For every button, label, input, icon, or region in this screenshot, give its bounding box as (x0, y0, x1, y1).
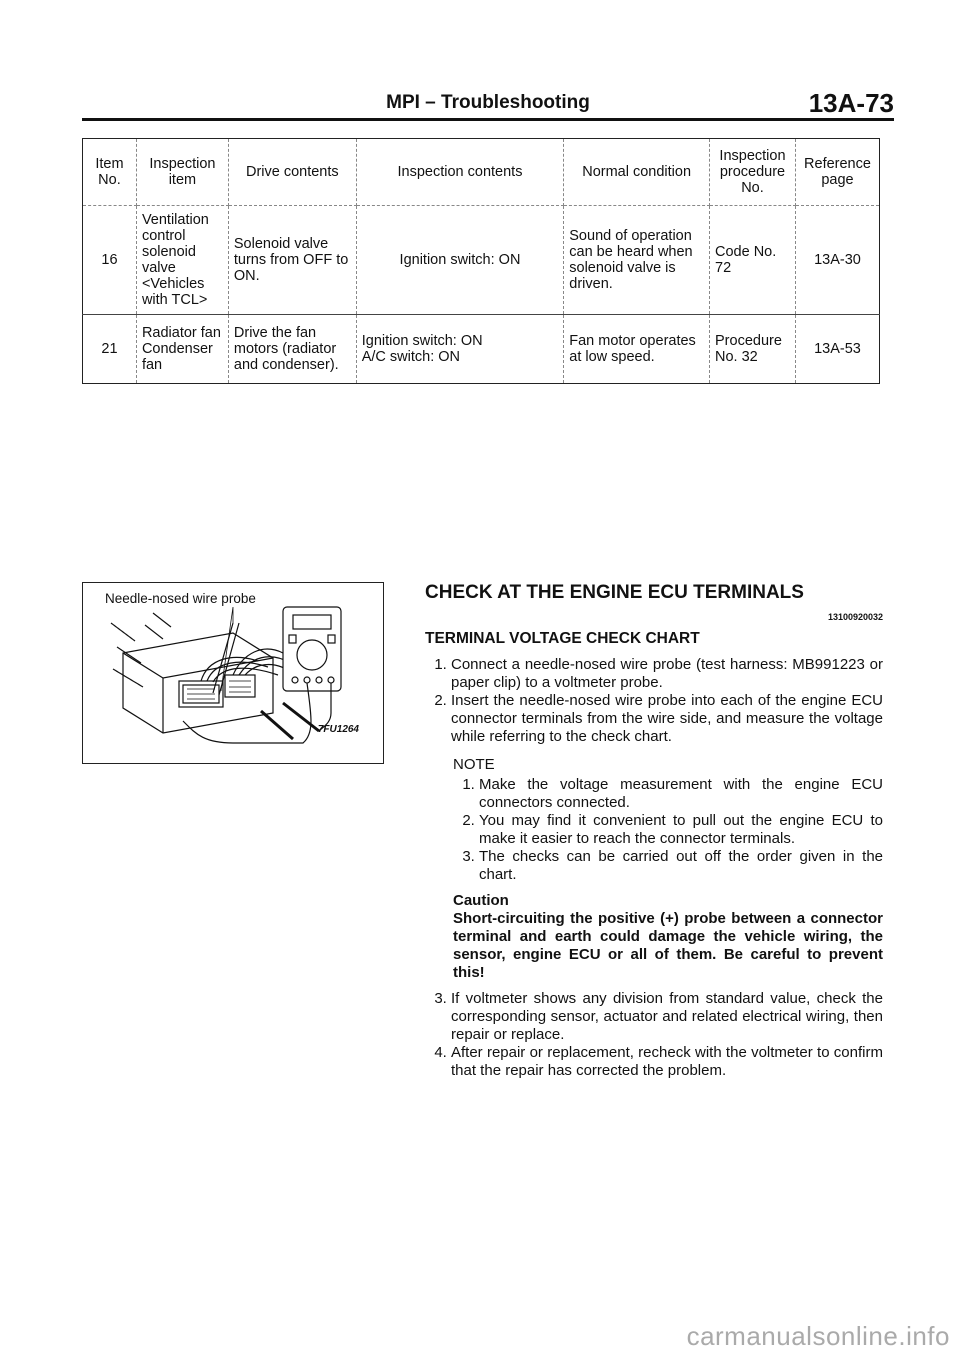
caution-text: Short-circuiting the positive (+) probe between a connector terminal and earth could damage the vehicle wiring, the sensor, engine ECU or all of them. Be careful to prevent this! (453, 910, 883, 981)
page-header (82, 88, 894, 118)
header-drive-contents: Drive contents (228, 139, 356, 206)
cell-procedure-no: Code No. 72 (710, 206, 796, 315)
list-item: 2. Insert the needle-nosed wire probe into each of the engine ECU connector terminals from the wire side, and measure the voltage while referring to the check chart. (451, 692, 883, 746)
page-number: 13A-73 (808, 88, 894, 118)
note-label: NOTE (453, 756, 495, 773)
notes-list (453, 776, 883, 884)
page-title: MPI – Troubleshooting (386, 92, 590, 113)
cell-item-no: 16 (83, 206, 137, 315)
inspection-table (82, 138, 880, 384)
cell-drive-contents: Solenoid valve turns from OFF to ON. (228, 206, 356, 315)
header-procedure-no: Inspection procedure No. (710, 139, 796, 206)
table-header-row (83, 139, 880, 206)
header-normal-condition: Normal condition (564, 139, 710, 206)
steps-list-continued (425, 990, 883, 1080)
list-item: 4. After repair or replacement, recheck with the voltmeter to confirm that the repair has corrected the problem. (451, 1044, 883, 1080)
list-item: 1. Make the voltage measurement with the engine ECU connectors connected. (479, 776, 883, 812)
cell-procedure-no: Procedure No. 32 (710, 315, 796, 384)
inspection-contents-text: Ignition switch: ON A/C switch: ON (361, 333, 483, 365)
cell-inspection-contents (356, 315, 564, 384)
table-row (83, 315, 880, 384)
cell-drive-contents: Drive the fan motors (radiator and condenser). (228, 315, 356, 384)
probe-illustration (82, 582, 384, 764)
steps-list (425, 656, 883, 746)
section-code: 13100920032 (827, 612, 883, 622)
caution-label: Caution (453, 892, 509, 909)
probe-label: Needle-nosed wire probe (105, 591, 256, 606)
header-item-no: Item No. (83, 139, 137, 206)
note-block (453, 756, 883, 884)
cell-item-no: 21 (83, 315, 137, 384)
cell-inspection-contents: Ignition switch: ON (356, 206, 564, 315)
table-row (83, 206, 880, 315)
header-rule (82, 118, 894, 121)
cell-inspection-item: Ventilation control solenoid valve <Vehicles with TCL> (136, 206, 228, 315)
section-title: CHECK AT THE ENGINE ECU TERMINALS (425, 582, 804, 603)
cell-normal-condition: Fan motor operates at low speed. (564, 315, 710, 384)
list-item: 2. You may find it convenient to pull out the engine ECU to make it easier to reach the connector terminals. (479, 812, 883, 848)
list-item: 1. Connect a needle-nosed wire probe (test harness: MB991223 or paper clip) to a voltmeter probe. (451, 656, 883, 692)
figure-id: 7FU1264 (317, 724, 359, 735)
cell-reference-page: 13A-53 (795, 315, 879, 384)
header-inspection-item: Inspection item (136, 139, 228, 206)
header-inspection-contents: Inspection contents (356, 139, 564, 206)
cell-inspection-item: Radiator fan Condenser fan (136, 315, 228, 384)
watermark: carmanualsonline.info (686, 1321, 950, 1351)
caution-block (453, 892, 883, 982)
list-item: 3. The checks can be carried out off the order given in the chart. (479, 848, 883, 884)
header-reference-page: Reference page (795, 139, 879, 206)
ecu-voltmeter-drawing (83, 583, 385, 765)
subsection-title: TERMINAL VOLTAGE CHECK CHART (425, 630, 700, 647)
instructions-column (425, 582, 883, 1080)
list-item: 3. If voltmeter shows any division from standard value, check the corresponding sensor, actuator and related electrical wiring, then repair or replace. (451, 990, 883, 1044)
cell-reference-page: 13A-30 (795, 206, 879, 315)
cell-normal-condition: Sound of operation can be heard when solenoid valve is driven. (564, 206, 710, 315)
